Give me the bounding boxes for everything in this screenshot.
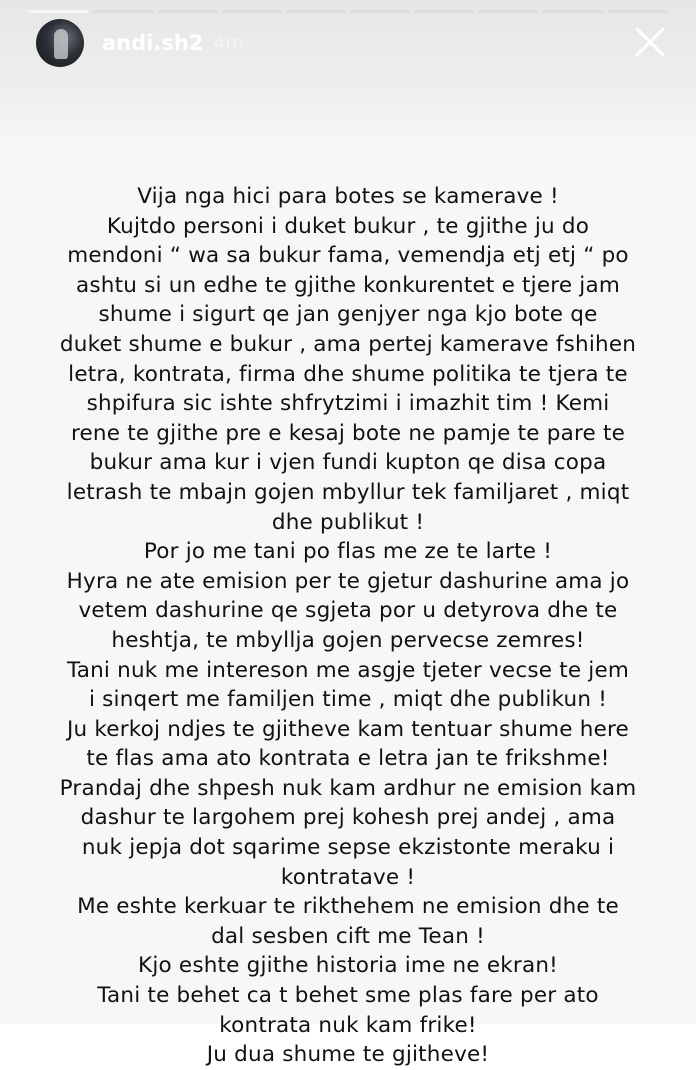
- story-text-line: Por jo me tani po flas me ze te larte !: [143, 539, 553, 565]
- story-text-line: Ju dua shume te gjitheve!: [206, 1042, 490, 1068]
- story-text-line: mendoni “ wa sa bukur fama, vemendja etj etj “ po: [67, 243, 629, 269]
- progress-segment: [92, 10, 153, 13]
- progress-segment: [157, 10, 218, 13]
- close-icon[interactable]: [632, 24, 668, 60]
- story-text-line: dhe publikut !: [271, 509, 425, 535]
- progress-segment: [607, 10, 668, 13]
- story-header: [36, 18, 244, 68]
- story-text-line: kontrata nuk kam frike!: [219, 1012, 477, 1038]
- story-text-line: i sinqert me familjen time , miqt dhe publikun !: [88, 687, 608, 713]
- story-text-line: dashur te largohem prej kohesh prej andej , ama: [80, 805, 616, 831]
- story-text-line: te flas ama ato kontrata e letra jan te frikshme!: [86, 746, 610, 772]
- story-text-line: ashtu si un edhe te gjithe konkurentet e tjere jam: [76, 272, 620, 298]
- story-text-line: duket shume e bukur , ama pertej kamerave fshihen: [59, 331, 637, 357]
- progress-segment: [542, 10, 603, 13]
- story-text-line: vetem dashurine qe sgjeta por u detyrova dhe te: [78, 598, 618, 624]
- story-text-line: letra, kontrata, firma dhe shume politika te tjera te: [68, 361, 628, 387]
- story-text-line: letrash te mbajn gojen mbyllur tek familjaret , miqt: [66, 479, 630, 505]
- story-text: [28, 182, 668, 1070]
- story-text-line: Vija nga hici para botes se kamerave !: [137, 184, 559, 209]
- story-text-line: Me eshte kerkuar te rikthehem ne emision dhe te: [77, 894, 619, 920]
- progress-segment: [478, 10, 539, 13]
- story-text-line: heshtja, te mbyllja gojen pervecse zemres!: [111, 627, 585, 653]
- story-text-line: dal sesben cift me Tean !: [211, 923, 485, 949]
- progress-segment: [221, 10, 282, 13]
- story-text-line: shume i sigurt qe jan genjyer nga kjo bote qe: [98, 302, 598, 328]
- story-text-line: nuk jepja dot sqarime sepse ekzistonte meraku i: [81, 835, 615, 861]
- story-text-line: kontratave !: [280, 864, 416, 890]
- story-text-line: bukur ama kur i vjen fundi kupton qe disa copa: [89, 450, 607, 476]
- story-text-line: shpifura sic ishte shfrytzimi i imazhit tim ! Kemi: [86, 391, 610, 417]
- story-text-line: Hyra ne ate emision per te gjetur dashurine ama jo: [66, 568, 630, 594]
- username[interactable]: andi.sh2: [102, 31, 204, 55]
- story-text-line: Prandaj dhe shpesh nuk kam ardhur ne emision kam: [59, 775, 637, 801]
- progress-segment: [285, 10, 346, 13]
- story-text-line: Tani nuk me intereson me asgje tjeter vecse te jem: [66, 657, 630, 683]
- story-progress-bar: [28, 10, 668, 13]
- story-text-line: rene te gjithe pre e kesaj bote ne pamje te pare te: [70, 420, 626, 446]
- story-text-line: Ju kerkoj ndjes te gjitheve kam tentuar shume here: [67, 716, 629, 742]
- profile-avatar[interactable]: [36, 19, 84, 67]
- progress-segment: [414, 10, 475, 13]
- progress-segment: [28, 10, 89, 13]
- story-text-line: Kjo eshte gjithe historia ime ne ekran!: [138, 953, 558, 979]
- timestamp: 4m: [213, 32, 244, 54]
- story-text-line: Tani te behet ca t behet sme plas fare per ato: [97, 983, 599, 1009]
- progress-segment: [349, 10, 410, 13]
- story-text-line: Kujtdo personi i duket bukur , te gjithe ju do: [106, 213, 590, 239]
